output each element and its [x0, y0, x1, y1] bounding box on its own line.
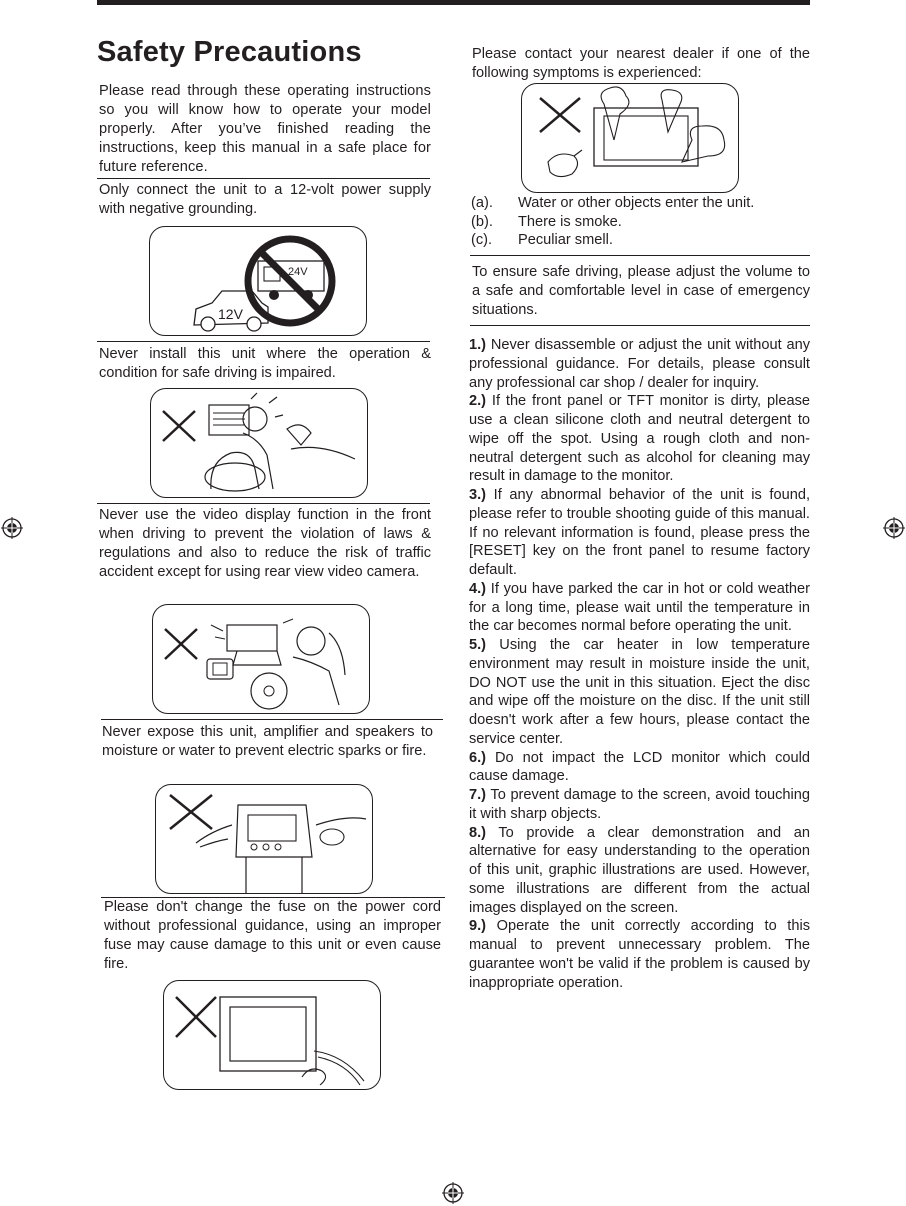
intro-text: Please read through these operating instructions so you will know how to operate your model properly. After you’ve finished reading the instructions, keep this manual in a safe place for future reference. [99, 83, 431, 175]
item-number: 9.) [469, 918, 487, 935]
12v-label: 12V [218, 306, 243, 322]
list-item [471, 231, 754, 250]
symptom-label: (c). [471, 232, 493, 249]
symptom-label: (a). [471, 195, 493, 211]
page-title: Safety Precautions [97, 36, 362, 68]
symptom-text: There is smoke. [518, 213, 622, 230]
divider [97, 178, 430, 179]
registration-mark-icon [883, 517, 905, 539]
symptoms-illustration [521, 83, 739, 193]
moisture-illustration [155, 784, 373, 894]
item-number: 1.) [469, 337, 487, 353]
list-item [469, 917, 810, 992]
divider [101, 719, 443, 720]
symptom-label: (b). [471, 213, 493, 230]
item-number: 3.) [469, 487, 487, 503]
divider [97, 341, 430, 342]
symptom-text: Peculiar smell. [518, 232, 613, 249]
list-item [469, 392, 810, 486]
install-warning-text: Never install this unit where the operation & condition for safe driving is impaired. [99, 346, 431, 381]
driving-impaired-illustration [150, 388, 368, 498]
symptom-text: Water or other objects enter the unit. [518, 195, 755, 211]
registration-mark-icon [442, 1182, 464, 1204]
list-item [471, 194, 754, 213]
precautions-list [469, 336, 810, 992]
list-item [469, 336, 810, 392]
list-item [469, 636, 810, 749]
registration-mark-icon [1, 517, 23, 539]
item-text: To prevent damage to the screen, avoid touching it with sharp objects. [469, 787, 811, 822]
item-text: Operate the unit correctly according to this manual to prevent unnecessary problem. The guarantee won't be valid if the problem is caused by inappropriate operation. [469, 918, 810, 991]
list-item [471, 213, 754, 232]
divider [470, 325, 810, 326]
item-number: 4.) [469, 580, 487, 597]
24v-label: 24V [288, 266, 308, 278]
fuse-illustration [163, 980, 381, 1090]
item-number: 2.) [469, 393, 487, 410]
item-number: 7.) [469, 787, 487, 803]
item-text: If the front panel or TFT monitor is dirty, please use a clean silicone cloth and neutral detergent to wipe off the spot. Using a rough cloth and non-neutral detergent such as alcohol for cleaning may result in damage to the monitor. [469, 393, 810, 485]
list-item [469, 824, 810, 918]
video-display-illustration [152, 604, 370, 714]
item-text: Never disassemble or adjust the unit without any professional guidance. For details, please consult any professional car shop / dealer for inquiry. [469, 337, 810, 391]
power-supply-illustration [149, 226, 367, 336]
divider [97, 503, 430, 504]
item-text: Using the car heater in low temperature environment may result in moisture inside the unit, DO NOT use the unit in this situation. Eject the disc and wipe off the moisture on the disc. If the unit still doesn't work after a few hours, please contact the service center. [469, 637, 810, 747]
moisture-warning-text: Never expose this unit, amplifier and speakers to moisture or water to prevent electric sparks or fire. [102, 724, 433, 759]
item-text: Do not impact the LCD monitor which could cause damage. [469, 749, 810, 785]
item-number: 5.) [469, 637, 487, 653]
list-item [469, 486, 810, 580]
top-rule [97, 0, 810, 5]
item-number: 6.) [469, 749, 487, 766]
list-item [469, 786, 810, 824]
item-number: 8.) [469, 824, 487, 841]
divider [470, 255, 810, 256]
video-warning-text: Never use the video display function in the front when driving to prevent the violation of laws & regulations and also to reduce the risk of traffic accident except for using rear view video camera. [99, 507, 431, 580]
item-text: If any abnormal behavior of the unit is found, please refer to trouble shooting guide of this manual. If no relevant information is found, please press the [RESET] key on the front panel to resume factory default. [469, 487, 811, 578]
symptoms-list [471, 194, 754, 250]
item-text: If you have parked the car in hot or cold weather for a long time, please wait until the temperature in the car becomes normal before operating the unit. [469, 580, 810, 635]
power-supply-text: Only connect the unit to a 12-volt power supply with negative grounding. [99, 182, 431, 217]
contact-dealer-text: Please contact your nearest dealer if one of the following symptoms is experienced: [472, 46, 810, 81]
list-item [469, 749, 810, 787]
volume-warning-text: To ensure safe driving, please adjust the volume to a safe and comfortable level in case of emergency situations. [472, 264, 810, 318]
list-item [469, 580, 810, 636]
item-text: To provide a clear demonstration and an alternative for easy understanding to the operation of this unit, graphic illustrations are used. However, some illustrations are different from the actual images displayed on the screen. [469, 824, 810, 916]
fuse-warning-text: Please don't change the fuse on the power cord without professional guidance, using an improper fuse may cause damage to this unit or even cause fire. [104, 899, 441, 972]
